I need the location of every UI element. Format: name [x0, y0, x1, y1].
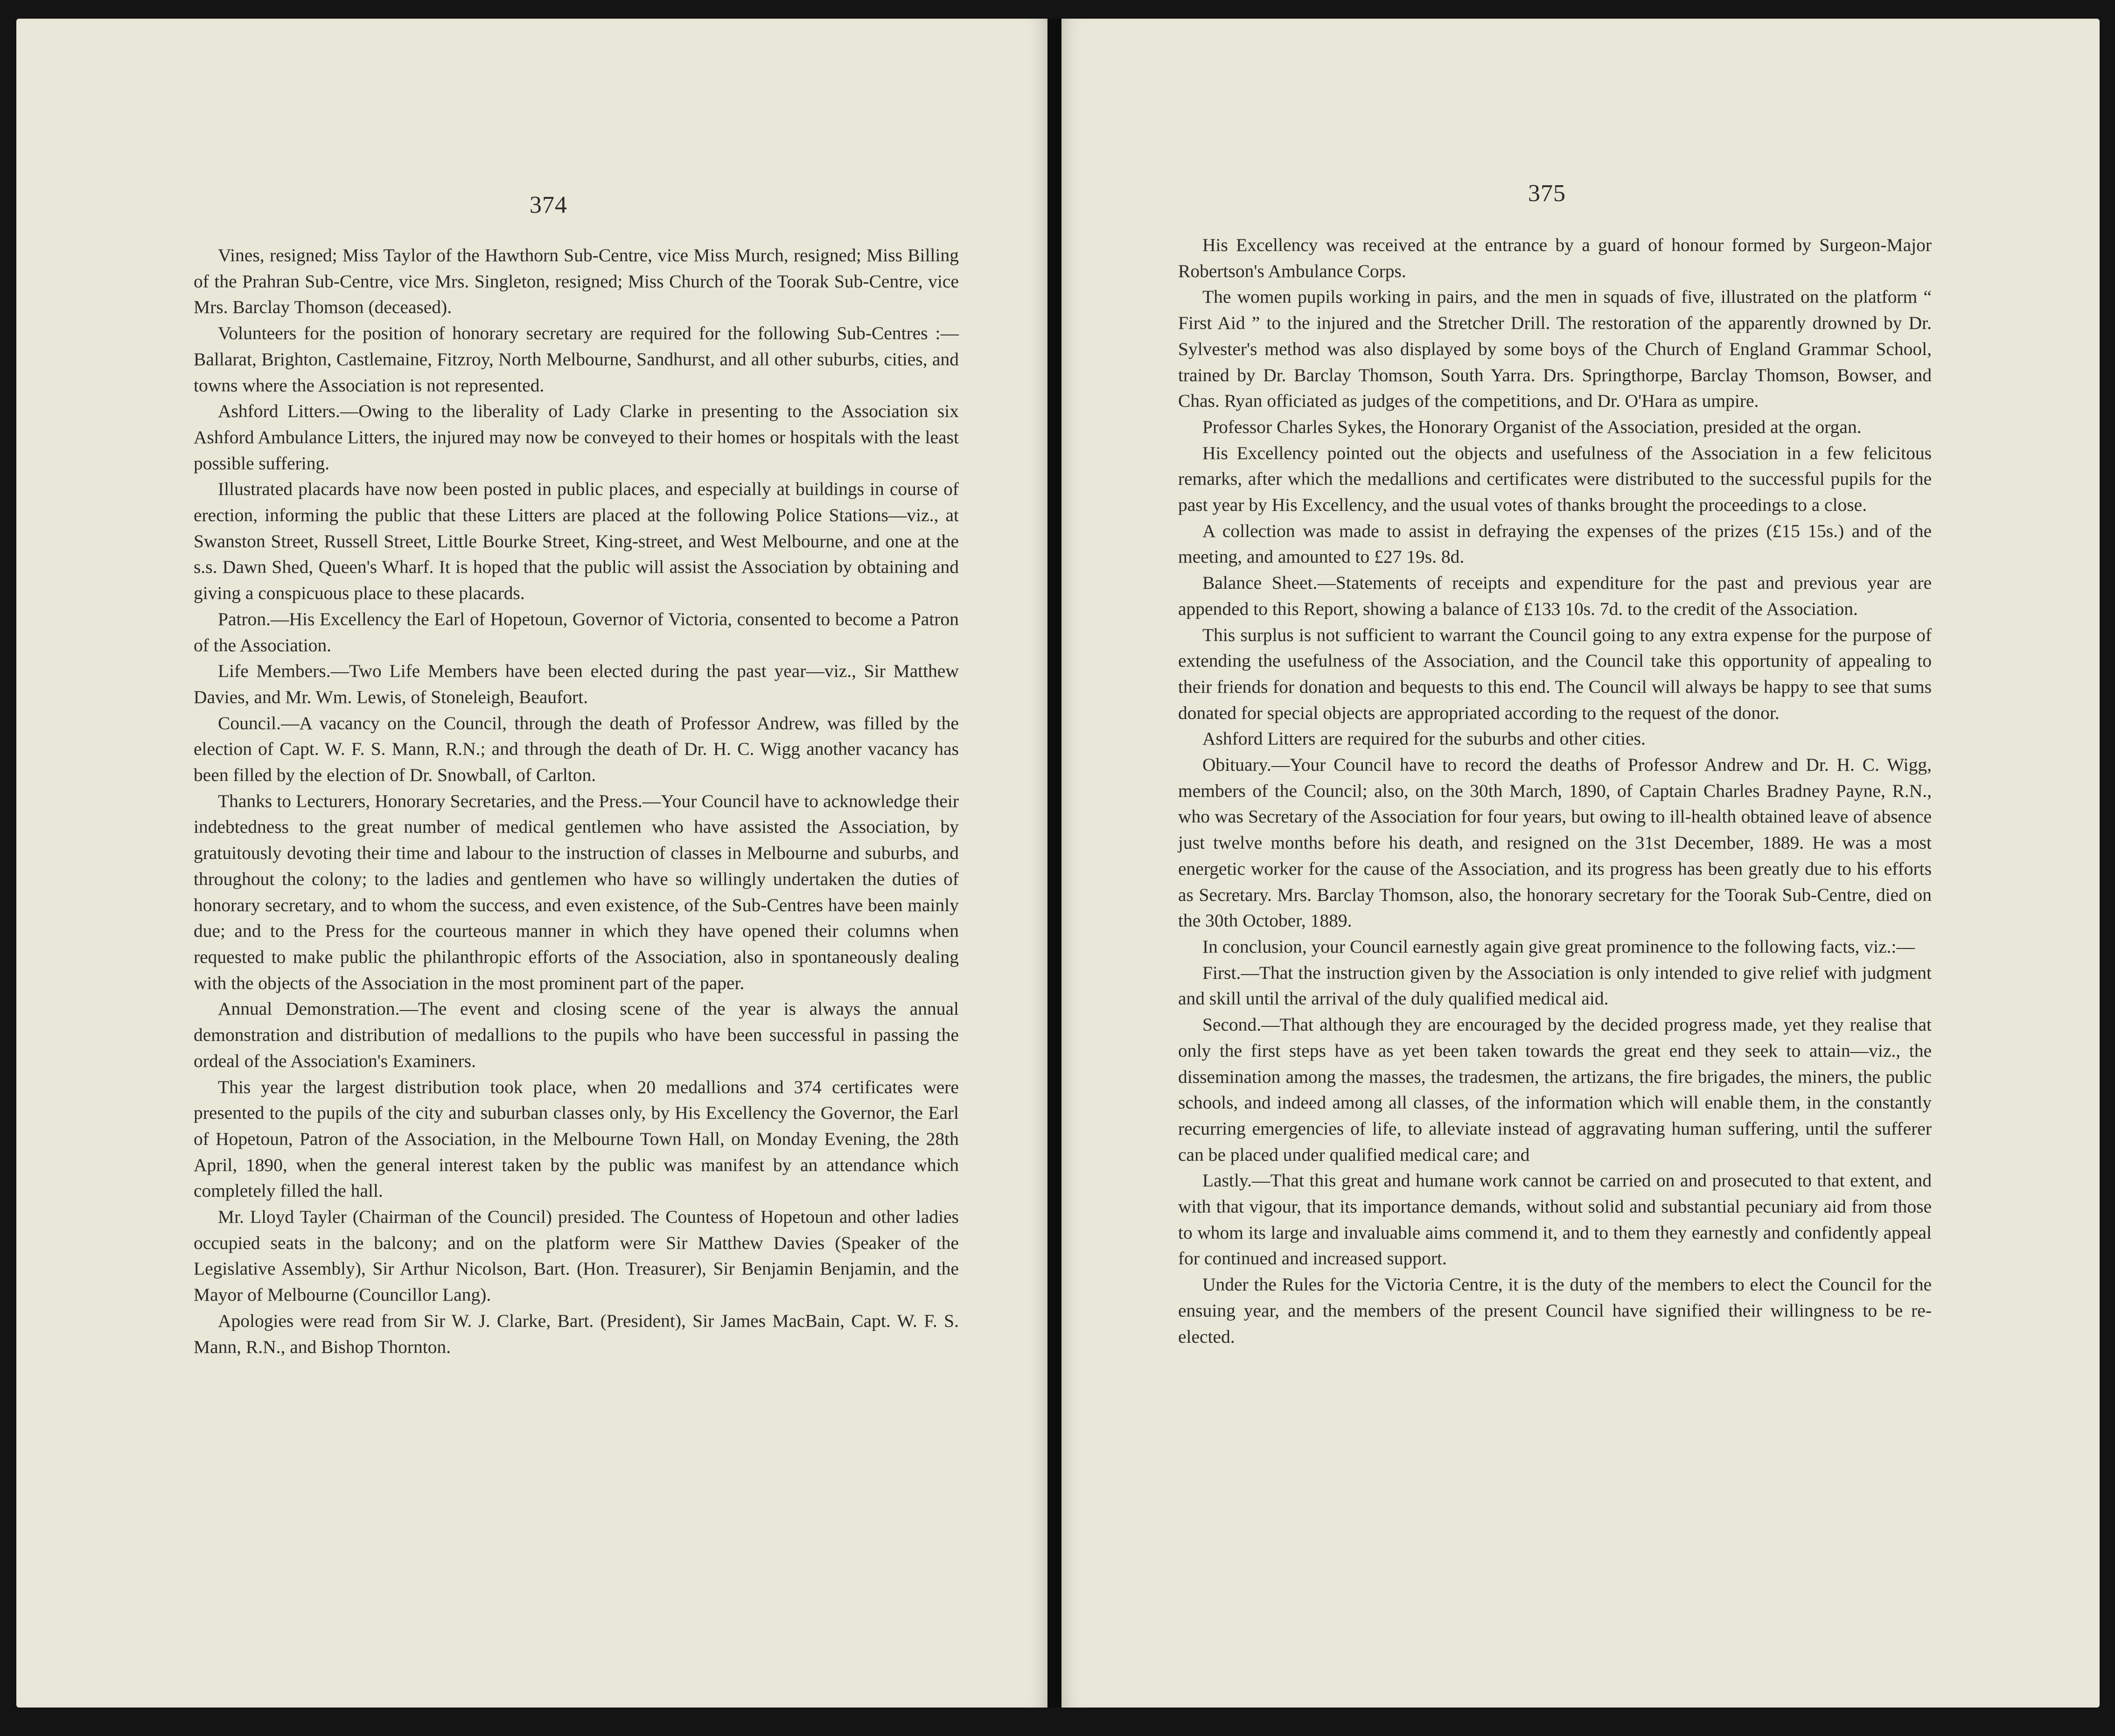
- page-number: 375: [1528, 180, 1566, 207]
- paragraph: Lastly.—That this great and humane work cannot be carried on and prosecuted to that extent, and with that vigour, that its importance demands, without solid and substantial pecuniary aid from those to whom its large and invaluable aims commend it, and to them they earnestly and confidently appeal for continued and increased support.: [1178, 1170, 1932, 1269]
- paragraph: Apologies were read from Sir W. J. Clarke, Bart. (President), Sir James MacBain, Capt. W. F. S. Mann, R.N., and Bishop Thornton.: [194, 1310, 959, 1357]
- paragraph: Second.—That although they are encouraged by the decided progress made, yet they realise that only the first steps have as yet been taken towards the great end they seek to attain—viz., the dissemination among the masses, the tradesmen, the artizans, the fire brigades, the miners, the public schools, and indeed among all classes, of the information which will enable them, in the constantly recurring emergencies of life, to alleviate instead of aggravating human suffering, until the sufferer can be placed under qualified medical care; and: [1178, 1014, 1932, 1165]
- page-number: 374: [530, 192, 567, 218]
- paragraph: This year the largest distribution took place, when 20 medallions and 374 certificates were presented to the pupils of the city and suburban classes only, by His Excellency the Governor, the Earl of Hopetoun, Patron of the Association, in the Melbourne Town Hall, on Monday Evening, the 28th April, 1890, when the general interest taken by the public was manifest by an attendance which completely filled the hall.: [194, 1076, 959, 1201]
- paragraph: This surplus is not sufficient to warrant the Council going to any extra expense for the purpose of extending the usefulness of the Association, and the Council take this opportunity of appealing to their friends for donation and bequests to this end. The Council will always be happy to see that sums donated for special objects are appropriated according to the request of the donor.: [1178, 624, 1932, 723]
- left-page: [16, 19, 1047, 1708]
- paragraph: A collection was made to assist in defraying the expenses of the prizes (£15 15s.) and of the meeting, and amounted to £27 19s. 8d.: [1178, 520, 1932, 567]
- paragraph: Ashford Litters are required for the suburbs and other cities.: [1202, 728, 1646, 749]
- book-gutter: [1047, 19, 1061, 1708]
- paragraph: The women pupils working in pairs, and the men in squads of five, illustrated on the platform “ First Aid ” to the injured and the Stretcher Drill. The restoration of the apparently drowned by Dr. Sylvester's method was also displayed by some boys of the Church of England Grammar School, trained by Dr. Barclay Thomson, South Yarra. Drs. Springthorpe, Barclay Thomson, Bowser, and Chas. Ryan officiated as judges of the competitions, and Dr. O'Hara as umpire.: [1178, 286, 1932, 411]
- paragraph: His Excellency pointed out the objects and usefulness of the Association in a few felicitous remarks, after which the medallions and certificates were distributed to the successful pupils for the past year by His Excellency, and the usual votes of thanks brought the proceedings to a close.: [1178, 442, 1932, 516]
- paragraph: Obituary.—Your Council have to record the deaths of Professor Andrew and Dr. H. C. Wigg, members of the Council; also, on the 30th March, 1890, of Captain Charles Bradney Payne, R.N., who was Secretary of the Association for four years, but owing to ill-health obtained leave of absence just twelve months before his death, and resigned on the 31st December, 1889. He was a most energetic worker for the cause of the Association, and its progress has been greatly due to his efforts as Secretary. Mrs. Barclay Thomson, also, the honorary secretary for the Toorak Sub-Centre, died on the 30th October, 1889.: [1178, 754, 1932, 931]
- paragraph: In conclusion, your Council earnestly again give great prominence to the following facts, viz.:—: [1202, 936, 1915, 957]
- paragraph: Annual Demonstration.—The event and closing scene of the year is always the annual demonstration and distribution of medallions to the pupils who have been successful in passing the ordeal of the Association's Examiners.: [194, 998, 959, 1071]
- paragraph: His Excellency was received at the entrance by a guard of honour formed by Surgeon-Major Robertson's Ambulance Corps.: [1178, 235, 1932, 281]
- paragraph: Balance Sheet.—Statements of receipts and expenditure for the past and previous year are appended to this Report, showing a balance of £133 10s. 7d. to the credit of the Association.: [1178, 572, 1932, 619]
- paragraph: Council.—A vacancy on the Council, through the death of Professor Andrew, was filled by the election of Capt. W. F. S. Mann, R.N.; and through the death of Dr. H. C. Wigg another vacancy has been filled by the election of Dr. Snowball, of Carlton.: [194, 712, 959, 786]
- paragraph: Patron.—His Excellency the Earl of Hopetoun, Governor of Victoria, consented to become a Patron of the Association.: [194, 608, 959, 655]
- right-page: [1061, 19, 2100, 1708]
- paragraph: First.—That the instruction given by the Association is only intended to give relief with judgment and skill until the arrival of the duly qualified medical aid.: [1178, 962, 1932, 1009]
- page-body: [194, 243, 959, 1360]
- paragraph: Ashford Litters.—Owing to the liberality of Lady Clarke in presenting to the Association six Ashford Ambulance Litters, the injured may now be conveyed to their homes or hospitals with the least possible suffering.: [194, 401, 959, 474]
- paragraph: Thanks to Lecturers, Honorary Secretaries, and the Press.—Your Council have to acknowledge their indebtedness to the great number of medical gentlemen who have assisted the Association, by gratuitously devoting their time and labour to the instruction of classes in Melbourne and suburbs, and throughout the colony; to the ladies and gentlemen who have so willingly undertaken the duties of honorary secretary, and to whom the success, and even existence, of the Sub-Centres have been mainly due; and to the Press for the courteous manner in which they have opened their columns when requested to make public the philanthropic efforts of the Association, also in spontaneously dealing with the objects of the Association in the most prominent part of the paper.: [194, 790, 959, 993]
- paragraph: Volunteers for the position of honorary secretary are required for the following Sub-Centres :—Ballarat, Brighton, Castlemaine, Fitzroy, North Melbourne, Sandhurst, and all other suburbs, cities, and towns where the Association is not represented.: [194, 323, 959, 396]
- page-body: [1178, 232, 1932, 1350]
- paragraph: Life Members.—Two Life Members have been elected during the past year—viz., Sir Matthew Davies, and Mr. Wm. Lewis, of Stoneleigh, Beaufort.: [194, 661, 959, 707]
- paragraph: Illustrated placards have now been posted in public places, and especially at buildings in course of erection, informing the public that these Litters are placed at the following Police Stations—viz., at Swanston Street, Russell Street, Little Bourke Street, King-street, and West Melbourne, and one at the s.s. Dawn Shed, Queen's Wharf. It is hoped that the public will assist the Association by obtaining and giving a conspicuous place to these placards.: [194, 479, 959, 604]
- paragraph: Professor Charles Sykes, the Honorary Organist of the Association, presided at the organ.: [1202, 416, 1862, 437]
- paragraph: Under the Rules for the Victoria Centre, it is the duty of the members to elect the Council for the ensuing year, and the members of the present Council have signified their willingness to be re-elected.: [1178, 1274, 1932, 1347]
- paragraph: Vines, resigned; Miss Taylor of the Hawthorn Sub-Centre, vice Miss Murch, resigned; Miss Billing of the Prahran Sub-Centre, vice Mrs. Singleton, resigned; Miss Church of the Toorak Sub-Centre, vice Mrs. Barclay Thomson (deceased).: [194, 245, 959, 318]
- paragraph: Mr. Lloyd Tayler (Chairman of the Council) presided. The Countess of Hopetoun and other ladies occupied seats in the balcony; and on the platform were Sir Matthew Davies (Speaker of the Legislative Assembly), Sir Arthur Nicolson, Bart. (Hon. Treasurer), Sir Benjamin Benjamin, and the Mayor of Melbourne (Councillor Lang).: [194, 1206, 959, 1305]
